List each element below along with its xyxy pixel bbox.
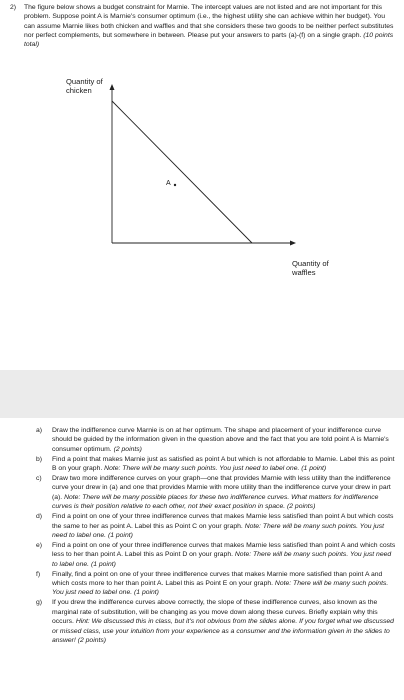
questions-section: [0, 418, 404, 700]
question-note: Note: There will be many such points. You just need to label one.: [52, 551, 392, 568]
question-text: Find a point on one of your three indifference curves that makes Marnie less satisfied than point A but which costs the same to her as point A. Label this as Point C on your graph.: [52, 513, 394, 530]
question-text: If you drew the indifference curves above correctly, the slope of these indifference curves, also known as the marginal rate of substitution, will be changing as you move down along these curves. Briefly explain why this occurs.: [52, 599, 378, 626]
question-points: (1 point): [134, 589, 159, 597]
question-note: Note: There will be many such points. You just need to label one.: [52, 522, 384, 539]
x-axis-arrow: [290, 241, 296, 246]
question-note: Hint: We discussed this in class, but it's not obvious from the slides alone. If you forget what we discussed or missed class, use your intuition from your experience as a consumer and the information given in the slides to answer!: [52, 618, 394, 644]
budget-line: [112, 101, 252, 243]
question-letter: a): [36, 427, 43, 434]
y-axis-label: Quantity of chicken: [66, 77, 103, 95]
question-item-f: [36, 570, 396, 598]
question-text: Draw the indifference curve Marnie is on at her optimum. The shape and placement of your indifference curve should be guided by the information given in the question above and the fact that you are told point A is Marnie's consumer optimum.: [52, 427, 389, 453]
question-letter: f): [36, 570, 41, 578]
question-letter: g): [36, 599, 43, 607]
problem-number: 2): [10, 4, 17, 11]
point-a-label: A: [166, 180, 171, 187]
question-points: (2 points): [77, 636, 107, 644]
question-letter: c): [36, 475, 42, 483]
x-axis-label: Quantity of waffles: [292, 259, 329, 277]
question-points: (1 point): [107, 531, 133, 539]
question-points: (2 points): [287, 503, 316, 511]
question-item-e: [36, 541, 396, 569]
question-points: (1 point): [301, 465, 327, 473]
question-points: (1 point): [90, 560, 116, 568]
question-note: Note: There will be many possible places for these two indifference curves. What matters for indifference curves is their position relative to each other, not their exact position in space.: [52, 493, 379, 511]
question-text: Find a point that makes Marnie just as satisfied as point A but which is not affordable to Marnie. Label this as point B on your graph.: [52, 455, 395, 473]
question-text: Find a point on one of your three indifference curves that makes Marnie less satisfied than point A and which costs less to her than point A. Label this as Point D on your graph.: [52, 541, 396, 559]
question-letter: d): [36, 513, 43, 521]
question-item-g: [36, 598, 396, 645]
question-text: Finally, find a point on one of your three indifference curves that makes Marnie more satisfied than point A and which costs more to her than point A. Label this as Point E on your graph.: [52, 570, 383, 587]
question-item-b: [36, 455, 396, 474]
question-item-d: [36, 512, 396, 540]
question-text: Draw two more indifference curves on your graph—one that provides Marnie with less utility than the indifference curve your drew in (a) and one that provides Marnie with more utility than the indifference curve your drew in part (a).: [52, 475, 391, 501]
question-item-c: [36, 474, 396, 512]
problem-points: (10 points total): [24, 31, 394, 49]
question-note: Note: There will be many such points. You just need to label one.: [52, 580, 389, 597]
question-points: (2 points): [113, 445, 142, 453]
question-list: [36, 426, 396, 645]
question-note: Note: There will be many such points. You just need to label one.: [104, 465, 300, 473]
page-gap-band: [0, 370, 404, 418]
question-letter: e): [36, 541, 43, 549]
question-letter: b): [36, 455, 43, 463]
point-a-marker: [174, 184, 176, 186]
problem-text: The figure below shows a budget constraint for Marnie. The intercept values are not listed and are not important for this problem. Suppose point A is Marnie's consumer optimum (i.e., the highest utility she can achieve within her budget). You can assume Marnie likes both chicken and waffles and that she considers these two goods to be neither perfect substitutes nor perfect complements, but somewhere in between. Please put your answers to parts (a)-(f) on a single graph.: [24, 4, 394, 39]
question-item-a: [36, 426, 396, 454]
